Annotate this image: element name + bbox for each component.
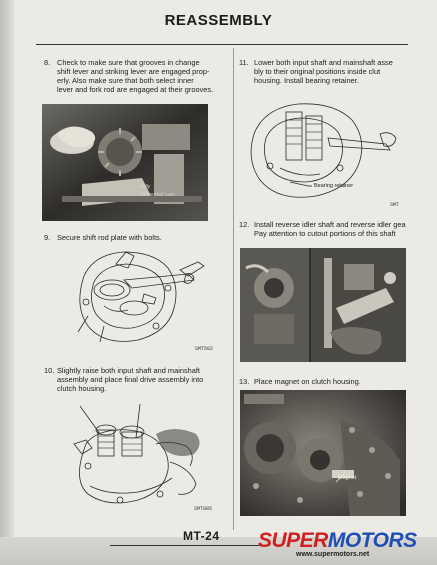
step-11-drawing xyxy=(240,94,404,210)
step-8-photo xyxy=(42,104,208,221)
step-line: Pay attention to cutout portions of this shaft xyxy=(254,229,396,238)
column-divider xyxy=(233,48,234,530)
step-line: shift lever and striking lever are engaged prop- xyxy=(57,67,210,76)
step-10-drawing xyxy=(60,404,216,516)
step-number: 10. xyxy=(44,366,55,375)
supermotors-watermark xyxy=(258,528,434,562)
svg-text:pully: pully xyxy=(140,184,151,190)
step-line: Check to make sure that grooves in change xyxy=(57,58,200,67)
bearing-retainer-callout: Bearing retainer xyxy=(314,183,354,189)
step-line: Install reverse idler shaft and reverse idler gea xyxy=(254,220,406,229)
figure-code: SMT885 xyxy=(194,506,213,512)
step-line: housing. Install bearing retainer. xyxy=(254,76,359,85)
step-9-drawing xyxy=(64,246,214,356)
step-line: Place magnet on clutch housing. xyxy=(254,377,361,386)
step-13 xyxy=(239,377,429,387)
step-12 xyxy=(239,220,429,240)
step-13-photo xyxy=(240,390,406,516)
footer-rule xyxy=(110,545,270,546)
step-line: assembly and place final drive assembly into xyxy=(57,375,204,384)
page-number: MT-24 xyxy=(183,529,220,543)
step-line: erly. Also make sure that both select inner xyxy=(57,76,194,85)
page-binding-edge xyxy=(0,0,14,565)
step-10 xyxy=(44,366,232,396)
step-number: 11. xyxy=(239,58,249,67)
step-line: lever and fork rod are engaged at their grooves. xyxy=(57,85,214,94)
step-9 xyxy=(44,233,232,243)
step-number: 9. xyxy=(44,233,51,242)
magnet-callout: Magnet xyxy=(338,475,357,481)
watermark-brand-b: MOTORS xyxy=(327,529,417,552)
page-title: REASSEMBLY xyxy=(164,12,273,29)
watermark-url: www.supermotors.net xyxy=(296,551,370,558)
watermark-brand-a: SUPER xyxy=(258,529,328,552)
watermark-logo xyxy=(258,529,417,553)
step-line: bly to their original positions inside clut xyxy=(254,67,381,76)
title-rule xyxy=(36,44,408,45)
step-number: 8. xyxy=(44,58,51,67)
step-line: Lower both input shaft and mainshaft asse xyxy=(254,58,393,67)
step-line: Secure shift rod plate with bolts. xyxy=(57,233,162,242)
step-line: clutch housing. xyxy=(57,384,107,393)
figure-code: SMT xyxy=(390,202,400,208)
step-number: 12. xyxy=(239,220,250,229)
svg-text:differential case: differential case xyxy=(140,192,175,198)
figure-code: SMT502 xyxy=(195,346,214,352)
step-12-photo xyxy=(240,248,406,362)
step-11 xyxy=(239,58,429,88)
step-number: 13. xyxy=(239,377,250,386)
step-8 xyxy=(44,58,232,98)
step-line: Slightly raise both input shaft and mainshaft xyxy=(57,366,200,375)
